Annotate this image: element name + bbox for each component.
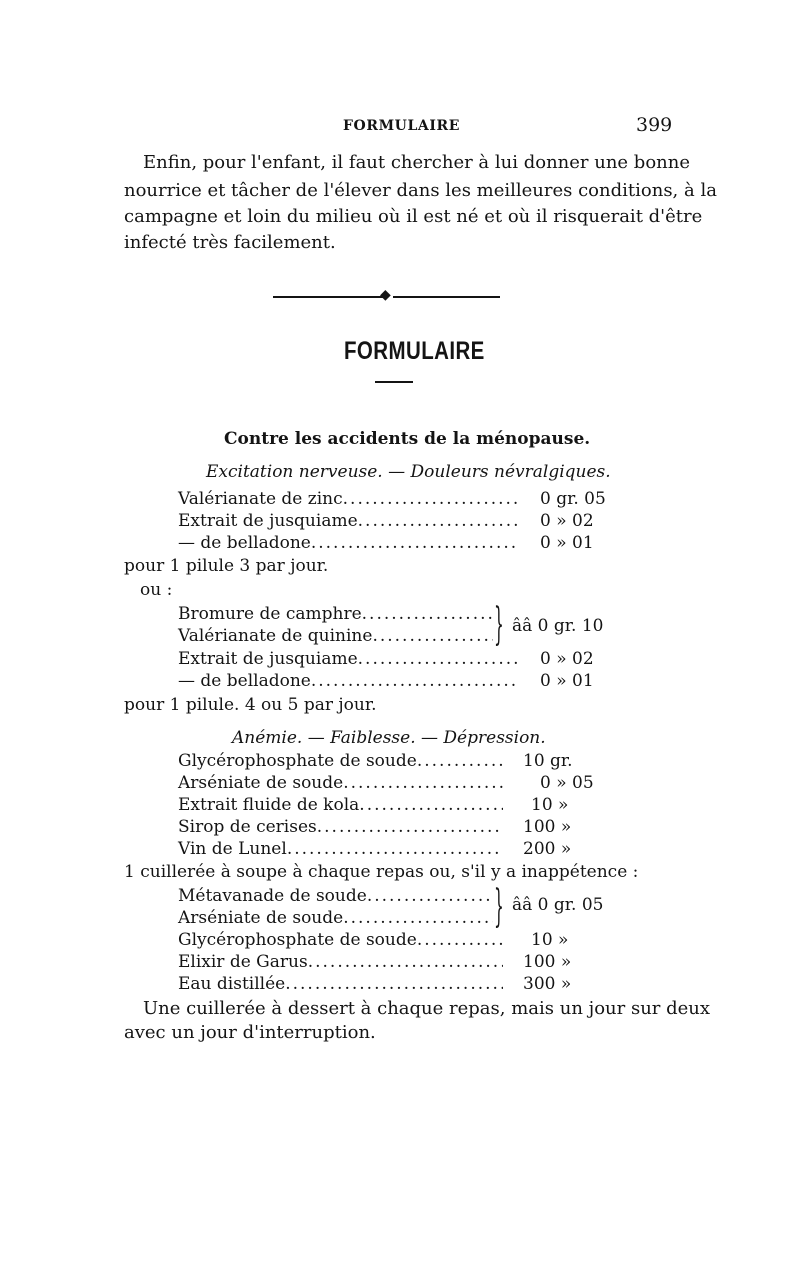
diamond-ornament-icon: ◆: [380, 287, 391, 303]
intro-line: infecté très facilement.: [124, 232, 336, 253]
recipe-item: Glycérophosphate de soude .....: [178, 930, 503, 950]
final-instruction: avec un jour d'interruption.: [124, 1022, 376, 1043]
brace: }: [494, 881, 504, 932]
instruction: 1 cuillerée à soupe à chaque repas ou, s'il y a inappétence :: [124, 862, 639, 882]
divider-left: [273, 296, 385, 298]
recipe-dose: 100 »: [523, 817, 572, 837]
intro-line: Enfin, pour l'enfant, il faut chercher à lui donner une bonne: [143, 152, 690, 173]
braced-dose: ââ 0 gr. 05: [512, 895, 604, 915]
subtitle: Contre les accidents de la ménopause.: [224, 429, 591, 449]
instruction: pour 1 pilule 3 par jour.: [124, 556, 329, 576]
recipe-item: Arséniate de soude .....: [178, 908, 493, 928]
final-instruction: Une cuillerée à dessert à chaque repas, mais un jour sur deux: [143, 998, 711, 1019]
intro-line: campagne et loin du milieu où il est né et où il risquerait d'être: [124, 206, 703, 227]
recipe-item: Métavanade de soude .....: [178, 886, 493, 906]
recipe-dose: 0 » 01: [540, 533, 594, 553]
recipe-item: Eau distillée .....: [178, 974, 503, 994]
recipe-item: Bromure de camphre .....: [178, 604, 493, 624]
recipe-dose: 10 gr.: [523, 751, 573, 771]
braced-dose: ââ 0 gr. 10: [512, 616, 604, 636]
recipe-item: Extrait fluide de kola .....: [178, 795, 503, 815]
recipe-item: — de belladone .....: [178, 533, 518, 553]
recipe-dose: 0 » 02: [540, 649, 594, 669]
brace: }: [494, 599, 504, 650]
group1-heading: Excitation nerveuse. — Douleurs névralgiques.: [206, 462, 611, 482]
recipe-dose: 0 » 02: [540, 511, 594, 531]
page-number: 399: [636, 114, 673, 136]
alternative-label: ou :: [140, 580, 173, 600]
recipe-item: — de belladone .....: [178, 671, 518, 691]
recipe-dose: 10 »: [531, 930, 569, 950]
intro-line: nourrice et tâcher de l'élever dans les meilleures conditions, à la: [124, 180, 717, 201]
divider-right: [393, 296, 500, 298]
title-underline: [375, 381, 413, 383]
recipe-item: Sirop de cerises .....: [178, 817, 503, 837]
recipe-item: Extrait de jusquiame .....: [178, 649, 518, 669]
recipe-dose: 100 »: [523, 952, 572, 972]
recipe-item: Elixir de Garus .....: [178, 952, 503, 972]
recipe-item: Valérianate de quinine .....: [178, 626, 493, 646]
running-title: FORMULAIRE: [343, 118, 461, 134]
recipe-dose: 0 » 01: [540, 671, 594, 691]
recipe-item: Valérianate de zinc .....: [178, 489, 518, 509]
section-title: FORMULAIRE: [344, 337, 485, 365]
group2-heading: Anémie. — Faiblesse. — Dépression.: [232, 728, 546, 748]
instruction: pour 1 pilule. 4 ou 5 par jour.: [124, 695, 377, 715]
recipe-dose: 300 »: [523, 974, 572, 994]
recipe-dose: 0 gr. 05: [540, 489, 606, 509]
recipe-dose: 10 »: [531, 795, 569, 815]
recipe-dose: 200 »: [523, 839, 572, 859]
recipe-item: Extrait de jusquiame .....: [178, 511, 518, 531]
recipe-dose: 0 » 05: [540, 773, 594, 793]
recipe-item: Vin de Lunel .....: [178, 839, 503, 859]
recipe-item: Arséniate de soude .....: [178, 773, 503, 793]
recipe-item: Glycérophosphate de soude .....: [178, 751, 503, 771]
